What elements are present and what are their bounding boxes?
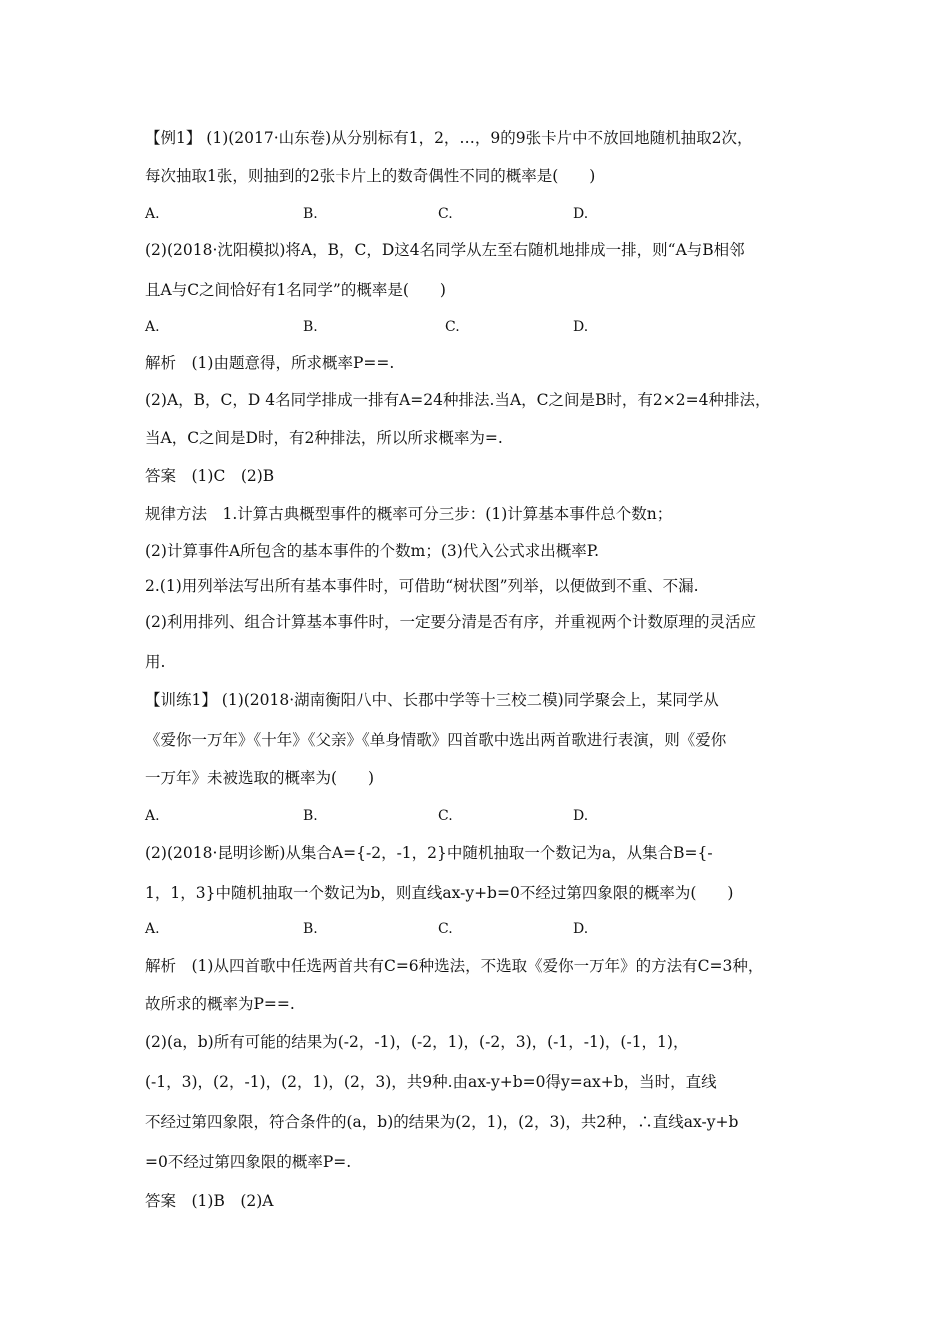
- method-line-1: 规律方法 1.计算古典概型事件的概率可分三步：(1)计算基本事件总个数n；: [145, 505, 673, 523]
- training-1-line-3: 一万年》未被选取的概率为( ): [145, 769, 375, 787]
- training-1-line-5: 1，1，3}中随机抽取一个数记为b，则直线ax-y+b=0不经过第四象限的概率为( ): [145, 884, 734, 902]
- example-1-solution-2: (2)A，B，C，D 4名同学排成一排有A=24种排法.当A，C之间是B时，有2×2=4种排法，: [145, 391, 771, 409]
- option-b: B.: [303, 921, 318, 937]
- option-b: B.: [303, 319, 318, 335]
- option-c: C.: [438, 206, 453, 222]
- option-b: B.: [303, 808, 318, 824]
- option-c: C.: [438, 921, 453, 937]
- option-c: C.: [445, 319, 460, 335]
- option-d: D.: [573, 808, 589, 824]
- method-line-2: (2)计算事件A所包含的基本事件的个数m；(3)代入公式求出概率P.: [145, 542, 600, 560]
- example-1-line-1: 【例1】 (1)(2017·山东卷)从分别标有1，2，…，9的9张卡片中不放回地随机抽取2次，: [145, 129, 753, 147]
- training-1-solution-4: (-1，3)，(2，-1)，(2，1)，(2，3)，共9种.由ax-y+b=0得y=ax+b，当时，直线: [145, 1073, 717, 1091]
- option-a: A.: [145, 921, 160, 937]
- option-a: A.: [145, 808, 160, 824]
- example-1-solution-1: 解析 (1)由题意得，所求概率P==.: [145, 354, 395, 372]
- method-line-4: (2)利用排列、组合计算基本事件时，一定要分清是否有序，并重视两个计数原理的灵活应: [145, 613, 756, 631]
- method-line-3: 2.(1)用列举法写出所有基本事件时，可借助“树状图”列举，以便做到不重、不漏.: [145, 577, 699, 595]
- training-1-solution-3: (2)(a，b)所有可能的结果为(-2，-1)，(-2，1)，(-2，3)，(-1，-1)，(-1，1)，: [145, 1033, 689, 1051]
- training-1-solution-2: 故所求的概率为P==.: [145, 995, 295, 1013]
- option-d: D.: [573, 921, 589, 937]
- training-1-line-2: 《爱你一万年》《十年》《父亲》《单身情歌》四首歌中选出两首歌进行表演，则《爱你: [145, 731, 727, 749]
- option-c: C.: [438, 808, 453, 824]
- example-1-line-4: 且A与C之间恰好有1名同学”的概率是( ): [145, 281, 446, 299]
- example-1-line-3: (2)(2018·沈阳模拟)将A，B，C，D这4名同学从左至右随机地排成一排，则“A与B相邻: [145, 241, 745, 259]
- option-d: D.: [573, 206, 589, 222]
- example-1-line-2: 每次抽取1张，则抽到的2张卡片上的数奇偶性不同的概率是( ): [145, 167, 596, 185]
- option-a: A.: [145, 206, 160, 222]
- training-1-line-4: (2)(2018·昆明诊断)从集合A={-2，-1，2}中随机抽取一个数记为a，从集合B={-: [145, 844, 713, 862]
- training-1-solution-5: 不经过第四象限，符合条件的(a，b)的结果为(2，1)，(2，3)，共2种，∴直线ax-y+b: [145, 1113, 739, 1131]
- training-1-solution-1: 解析 (1)从四首歌中任选两首共有C=6种选法，不选取《爱你一万年》的方法有C=3种，: [145, 957, 764, 975]
- training-1-solution-6: =0不经过第四象限的概率P=.: [145, 1153, 352, 1171]
- example-1-answer: 答案 (1)C (2)B: [145, 467, 275, 485]
- option-a: A.: [145, 319, 160, 335]
- option-b: B.: [303, 206, 318, 222]
- example-1-solution-3: 当A，C之间是D时，有2种排法，所以所求概率为=.: [145, 429, 503, 447]
- option-d: D.: [573, 319, 589, 335]
- training-1-answer: 答案 (1)B (2)A: [145, 1192, 274, 1210]
- method-line-5: 用.: [145, 653, 166, 671]
- training-1-line-1: 【训练1】 (1)(2018·湖南衡阳八中、长郡中学等十三校二模)同学聚会上，某同学从: [145, 691, 719, 709]
